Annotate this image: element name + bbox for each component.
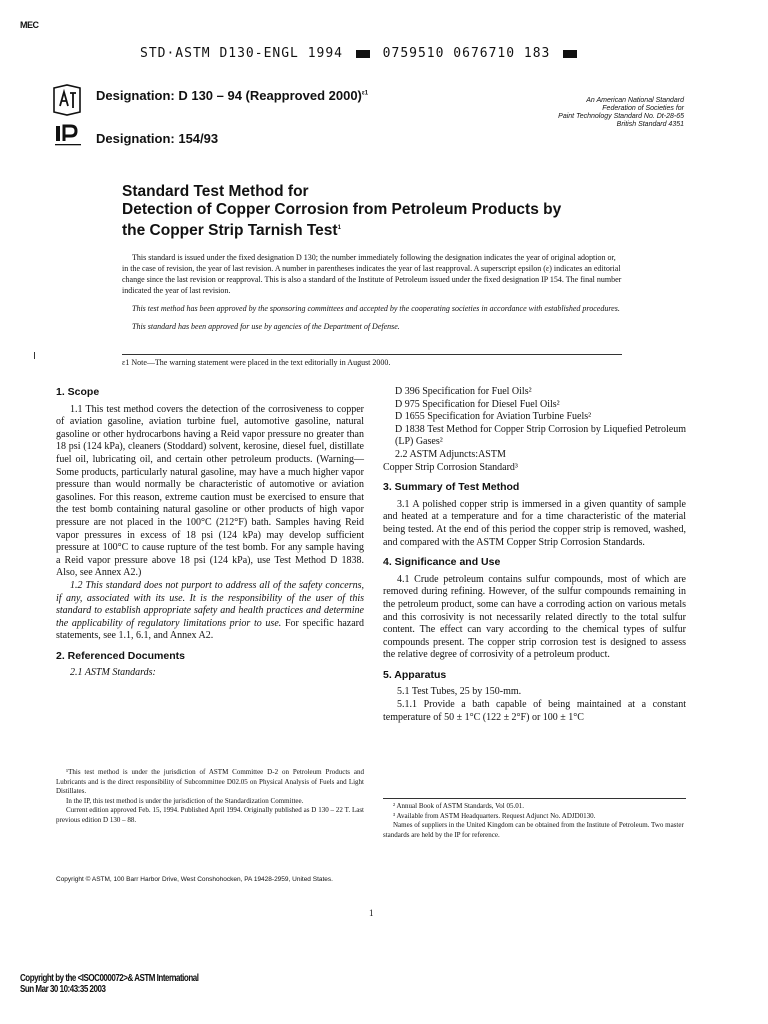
footnote: ³ Available from ASTM Headquarters. Request Adjunct No. ADJD0130. (393, 811, 596, 820)
paragraph-1-1: 1.1 This test method covers the detection of the corrosiveness to copper of aviation gasoline, aviation turbine fuel, automotive gasoline, natural gasoline or other hydrocarbons having a Reid vapor pressure no greater than 18 psi (124 kPa), cleaners (Stoddard) solvent, kerosine, diesel fuel, distillate fuel oil, lubricating oil, and certain other petroleum products. (Warning—Some products, particularly natural gasoline, may have a much higher vapor pressure than would normally be characteristic of automotive or aviation gasolines. For this reason, extreme caution must be exercised to ensure that the test bomb containing natural gasoline or other products of high vapor pressure are not placed in the 100°C (212°F) bath. Samples having Reid vapor pressures in excess of 18 psi (124 kPa) may develop sufficient pressure at 100°C to cause rupture of the test bomb. For any sample having a Reid vapor pressure above 18 psi (124 kPa), use Test Method D 1838. Also, see Annex A2.) (56, 403, 364, 579)
footnote: Current edition approved Feb. 15, 1994. Published April 1994. Originally published as D 130 – 22 T. Last previous edition D 130 – 88. (56, 806, 364, 824)
title-line (122, 219, 561, 240)
license-line: Copyright by the <ISOC000072>& ASTM International (20, 973, 199, 984)
license-timestamp: Sun Mar 30 10:43:35 2003 (20, 984, 106, 995)
reference-item: D 975 Specification for Diesel Fuel Oils² (395, 398, 560, 410)
astm-designation-text: Designation: D 130 – 94 (Reapproved 2000) (96, 88, 362, 103)
left-column (56, 386, 364, 680)
affiliation-line: British Standard 4351 (616, 121, 684, 128)
section-heading-significance: 4. Significance and Use (383, 556, 501, 569)
top-mark: MEC (20, 20, 39, 30)
approval-paragraph: This test method has been approved by the sponsoring committees and accepted by the cooperating societies in accordance with established procedures. (132, 304, 620, 313)
editorial-note: ε1 Note—The warning statement were placed in the text editorially in August 2000. (122, 354, 622, 368)
section-heading-referenced-documents: 2. Referenced Documents (56, 649, 185, 662)
license-stamp (20, 973, 198, 995)
safety-statement: 1.2 This standard does not purport to address all of the safety concerns, if any, associated with its use. It is the responsibility of the user of this standard to establish appropriate safety and health practices and determine the applicability of regulatory limitations prior to use. (56, 579, 364, 629)
left-footnotes (56, 768, 364, 826)
affiliation-line: Paint Technology Standard No. Dt-28-65 (558, 113, 684, 120)
reference-item: 2.2 ASTM Adjuncts:ASTM (395, 448, 506, 460)
ip-designation: Designation: 154/93 (96, 131, 219, 146)
paragraph-5-1-1: 5.1.1 Provide a bath capable of being maintained at a constant temperature of 50 ± 1°C (122 ± 2°F) or 100 ± 1°C (383, 699, 686, 723)
title-line-text: the Copper Strip Tarnish Test (122, 222, 338, 240)
ip-logo-icon (54, 124, 84, 148)
section-heading-summary: 3. Summary of Test Method (383, 481, 520, 494)
dod-paragraph: This standard has been approved for use by agencies of the Department of Defense. (132, 322, 400, 331)
right-footnotes (383, 798, 686, 840)
section-heading-scope: 1. Scope (56, 386, 100, 398)
document-title (122, 183, 561, 240)
affiliation-line: An American National Standard (586, 97, 684, 104)
standard-id-line (140, 46, 581, 61)
section-heading-apparatus: 5. Apparatus (383, 668, 447, 681)
footnote: In the IP, this test method is under the jurisdiction of the Standardization Committee. (66, 796, 304, 805)
barcode-block-icon (356, 50, 370, 58)
footnote: Names of suppliers in the United Kingdom can be obtained from the Institute of Petroleum. Two master standards are held by the IP for reference. (383, 821, 684, 839)
affiliation-line: Federation of Societies for (602, 105, 684, 112)
hazard-reference: For specific hazard statements, see 1.1, 6.1, and Annex A2. (56, 617, 365, 642)
astm-designation (96, 88, 368, 103)
standard-id-text: STD·ASTM D130-ENGL 1994 (140, 46, 344, 61)
reference-item: D 1655 Specification for Aviation Turbine Fuels² (395, 411, 592, 423)
standard-code-text: 0759510 0676710 183 (382, 46, 551, 61)
paragraph-4-1: 4.1 Crude petroleum contains sulfur compounds, most of which are removed during refining. However, of the sulfur compounds remaining in the petroleum product, some can have a corroding action on various metals and this corrosivity is not necessarily related directly to the total sulfur content. The effect can vary according to the chemical types of sulfur compounds present. The copper strip corrosion test is designed to assess the relative degree of corrosivity of a petroleum product. (383, 573, 686, 661)
right-column (383, 386, 686, 724)
footnote: ¹This test method is under the jurisdiction of ASTM Committee D-2 on Petroleum Products and Lubricants and is the direct responsibility of Subcommittee D02.05 on Physical Analysis of Fuels and Light Distillates. (56, 768, 364, 796)
footnote: ² Annual Book of ASTM Standards, Vol 05.01. (393, 802, 524, 810)
title-line: Standard Test Method for (122, 183, 309, 200)
paragraph-3-1: 3.1 A polished copper strip is immersed in a given quantity of sample and heated at a temperature and for a time characteristic of the material being tested. At the end of this period the copper strip is removed, washed, and compared with the ASTM Copper Strip Corrosion Standards. (383, 498, 686, 548)
barcode-block-icon (563, 50, 577, 58)
issuance-notice (122, 252, 622, 339)
reference-item: Copper Strip Corrosion Standard³ (383, 461, 518, 473)
paragraph-1-2 (56, 580, 364, 643)
issuance-paragraph: This standard is issued under the fixed designation D 130; the number immediately following the designation indicates the year of original adoption or, in the case of revision, the year of last revision. A number in parentheses indicates the year of last reapproval. A superscript epsilon (ε) indicates an editorial change since the last revision or reapproval. This is also a standard of the Institute of Petroleum issued under the fixed designation IP 154. The final number indicated the year of last revision. (122, 253, 622, 295)
astm-logo-icon (52, 84, 82, 116)
title-line: Detection of Copper Corrosion from Petroleum Products by (122, 201, 562, 218)
reference-item: D 396 Specification for Fuel Oils² (395, 386, 532, 397)
reference-item: D 1838 Test Method for Copper Strip Corrosion by Liquefied Petroleum (LP) Gases² (395, 423, 686, 448)
epsilon-superscript: ε1 (361, 90, 369, 97)
standard-affiliations (558, 97, 684, 129)
copyright-line: Copyright © ASTM, 100 Barr Harbor Drive, West Conshohocken, PA 19428-2959, United States. (56, 876, 333, 883)
title-footnote-marker: 1 (337, 225, 341, 231)
margin-mark (34, 352, 35, 359)
paragraph-2-1: 2.1 ASTM Standards: (70, 667, 156, 679)
paragraph-5-1: 5.1 Test Tubes, 25 by 150-mm. (397, 686, 522, 698)
page-number: 1 (369, 908, 374, 918)
